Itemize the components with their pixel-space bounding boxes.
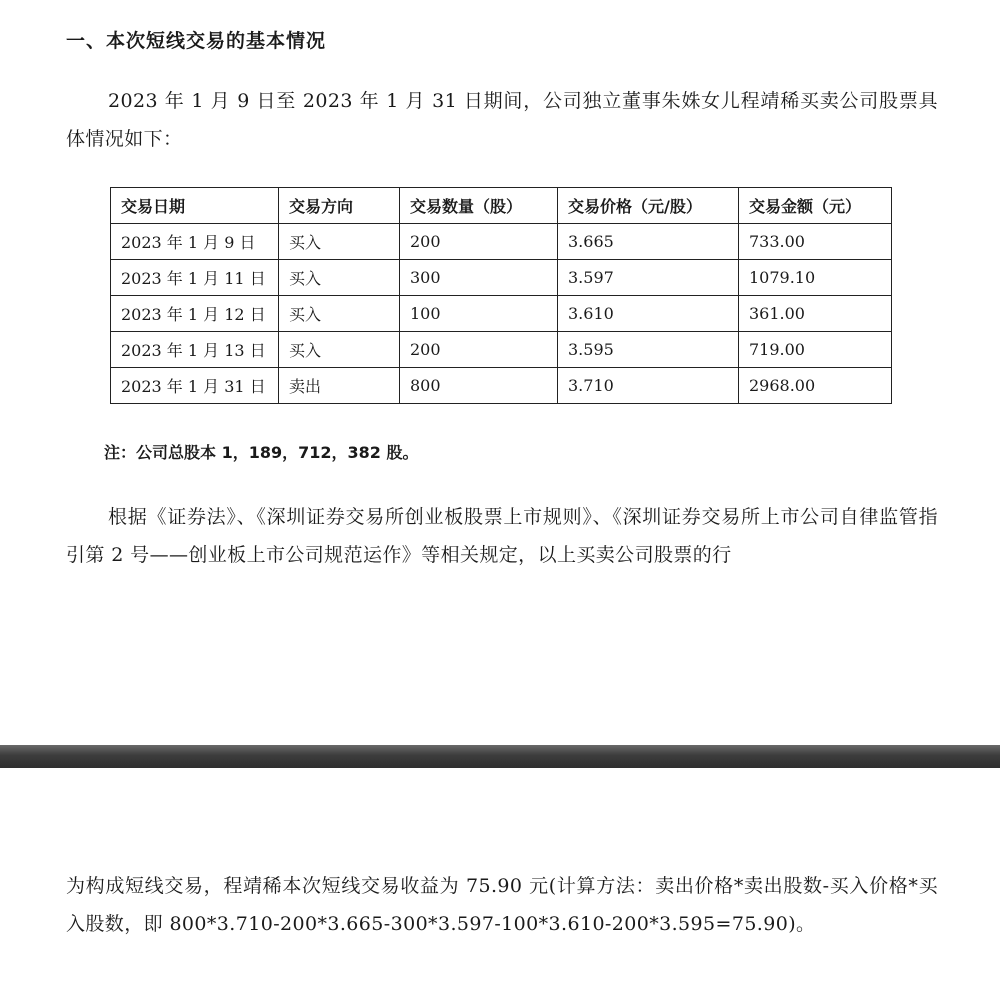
cell-date: 2023 年 1 月 11 日 [111,260,279,296]
cell-price: 3.597 [558,260,739,296]
cell-quantity: 300 [400,260,558,296]
table-row [111,260,892,296]
continuation-paragraph: 为构成短线交易，程靖稀本次短线交易收益为 75.90 元(计算方法：卖出价格*卖出股数-买入价格*买入股数，即 800*3.710-200*3.665-300*3.597-100*3.610-200*3.595=75.90)。 [66,875,938,935]
cell-date: 2023 年 1 月 31 日 [111,368,279,404]
header-trade-amount: 交易金额（元） [739,188,892,224]
trade-table [110,187,892,404]
section-heading: 一、本次短线交易的基本情况 [66,30,327,52]
header-trade-price: 交易价格（元/股） [558,188,739,224]
cell-quantity: 200 [400,224,558,260]
legal-basis-paragraph: 根据《证券法》、《深圳证券交易所创业板股票上市规则》、《深圳证券交易所上市公司自律监管指引第 2 号——创业板上市公司规范运作》等相关规定，以上买卖公司股票的行 [66,506,938,566]
cell-direction: 买入 [279,296,400,332]
cell-direction: 卖出 [279,368,400,404]
cell-amount: 1079.10 [739,260,892,296]
cell-direction: 买入 [279,332,400,368]
cell-direction: 买入 [279,260,400,296]
cell-quantity: 800 [400,368,558,404]
cell-date: 2023 年 1 月 12 日 [111,296,279,332]
page-separator [0,745,1000,768]
share-capital-note: 注：公司总股本 1，189，712，382 股。 [104,443,419,462]
header-trade-direction: 交易方向 [279,188,400,224]
table-header-row [111,188,892,224]
cell-price: 3.610 [558,296,739,332]
header-trade-quantity: 交易数量（股） [400,188,558,224]
cell-amount: 719.00 [739,332,892,368]
document-page-2 [0,768,1000,1003]
cell-price: 3.595 [558,332,739,368]
table-row [111,332,892,368]
header-trade-date: 交易日期 [111,188,279,224]
cell-price: 3.710 [558,368,739,404]
table-row [111,296,892,332]
table-row [111,224,892,260]
cell-quantity: 200 [400,332,558,368]
cell-direction: 买入 [279,224,400,260]
table-row [111,368,892,404]
cell-date: 2023 年 1 月 13 日 [111,332,279,368]
intro-paragraph: 2023 年 1 月 9 日至 2023 年 1 月 31 日期间，公司独立董事朱姝女儿程靖稀买卖公司股票具体情况如下： [66,90,938,150]
cell-price: 3.665 [558,224,739,260]
cell-amount: 361.00 [739,296,892,332]
cell-amount: 2968.00 [739,368,892,404]
cell-amount: 733.00 [739,224,892,260]
cell-quantity: 100 [400,296,558,332]
cell-date: 2023 年 1 月 9 日 [111,224,279,260]
